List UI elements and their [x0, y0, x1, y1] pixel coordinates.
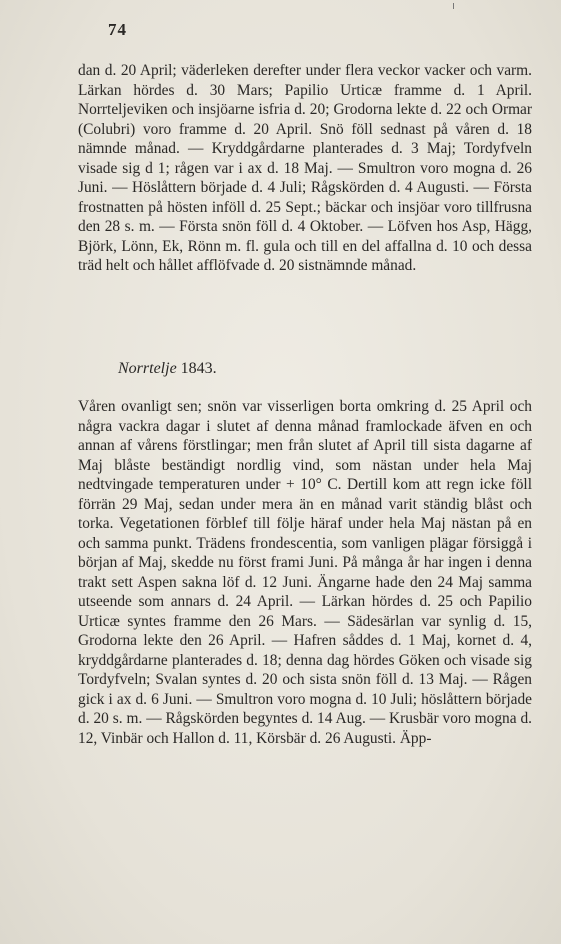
section-heading — [118, 360, 217, 378]
margin-mark — [453, 3, 454, 9]
page-number: 74 — [108, 20, 127, 39]
heading-year: 1843. — [180, 360, 217, 377]
paragraph-2: Våren ovanligt sen; snön var visserligen borta omkring d. 25 April och några vackra dagar i slutet af denna månad framlockade äfven en och annan af vårens förstlingar; men från slutet af April till sista dagarne af Maj blåste beständigt nordlig vind, som nästan under hela Maj nedtvingade temperaturen under + 10° C. Dertill kom att regn icke föll förrän 29 Maj, sedan under mera än en månad varit ständig blåst och torka. Vegetationen förblef till följe häraf under hela Maj nästan på en och samma punkt. Trädens frondescentia, som vanligen plägar försiggå i början af Maj, skedde nu först frami Juni. På många år har ingen i denna trakt sett Aspen sakna löf d. 12 Juni. Ängarne hade den 24 Maj samma utseende som annars d. 24 April. — Lärkan hördes d. 25 och Papilio Urticæ syntes framme den 26 Mars. — Sädesärlan var synlig d. 15, Grodorna lekte den 26 April. — Hafren såddes d. 1 Maj, kornet d. 4, kryddgårdarne planterades d. 18; denna dag hördes Göken och visade sig Tordyfveln; Svalan syntes d. 20 och sista snön föll d. 13 Maj. — Rågen gick i ax d. 6 Juni. — Smultron voro mogna d. 10 Juli; höslåttern började d. 20 s. m. — Rågskörden begyntes d. 14 Aug. — Krusbär voro mogna d. 12, Vinbär och Hallon d. 11, Körsbär d. 26 Augusti. Äpp- — [78, 398, 532, 747]
heading-place: Norrtelje — [118, 360, 177, 377]
paragraph-1: dan d. 20 April; väderleken derefter under flera veckor vacker och varm. Lärkan hördes d. 30 Mars; Papilio Urticæ framme d. 1 April. Norrteljeviken och insjöarne isfria d. 20; Grodorna lekte d. 22 och Ormar (Colubri) voro framme d. 20 April. Snö föll sednast på våren d. 18 nämnde månad. — Kryddgårdarne planterades d. 3 Maj; Tordyfveln visade sig d 1; rågen var i ax d. 18 Maj. — Smultron voro mogna d. 26 Juni. — Höslåttern började d. 4 Juli; Rågskörden d. 4 Augusti. — Första frostnatten på hösten inföll d. 25 Sept.; bäckar och insjöar voro tillfrusna den 28 s. m. — Första snön föll d. 4 Oktober. — Löfven hos Asp, Hägg, Björk, Lönn, Ek, Rönn m. fl. gula och till en del affallna d. 10 och dessa träd helt och hållet afflöfvade d. 20 sistnämnde månad. — [78, 62, 532, 274]
